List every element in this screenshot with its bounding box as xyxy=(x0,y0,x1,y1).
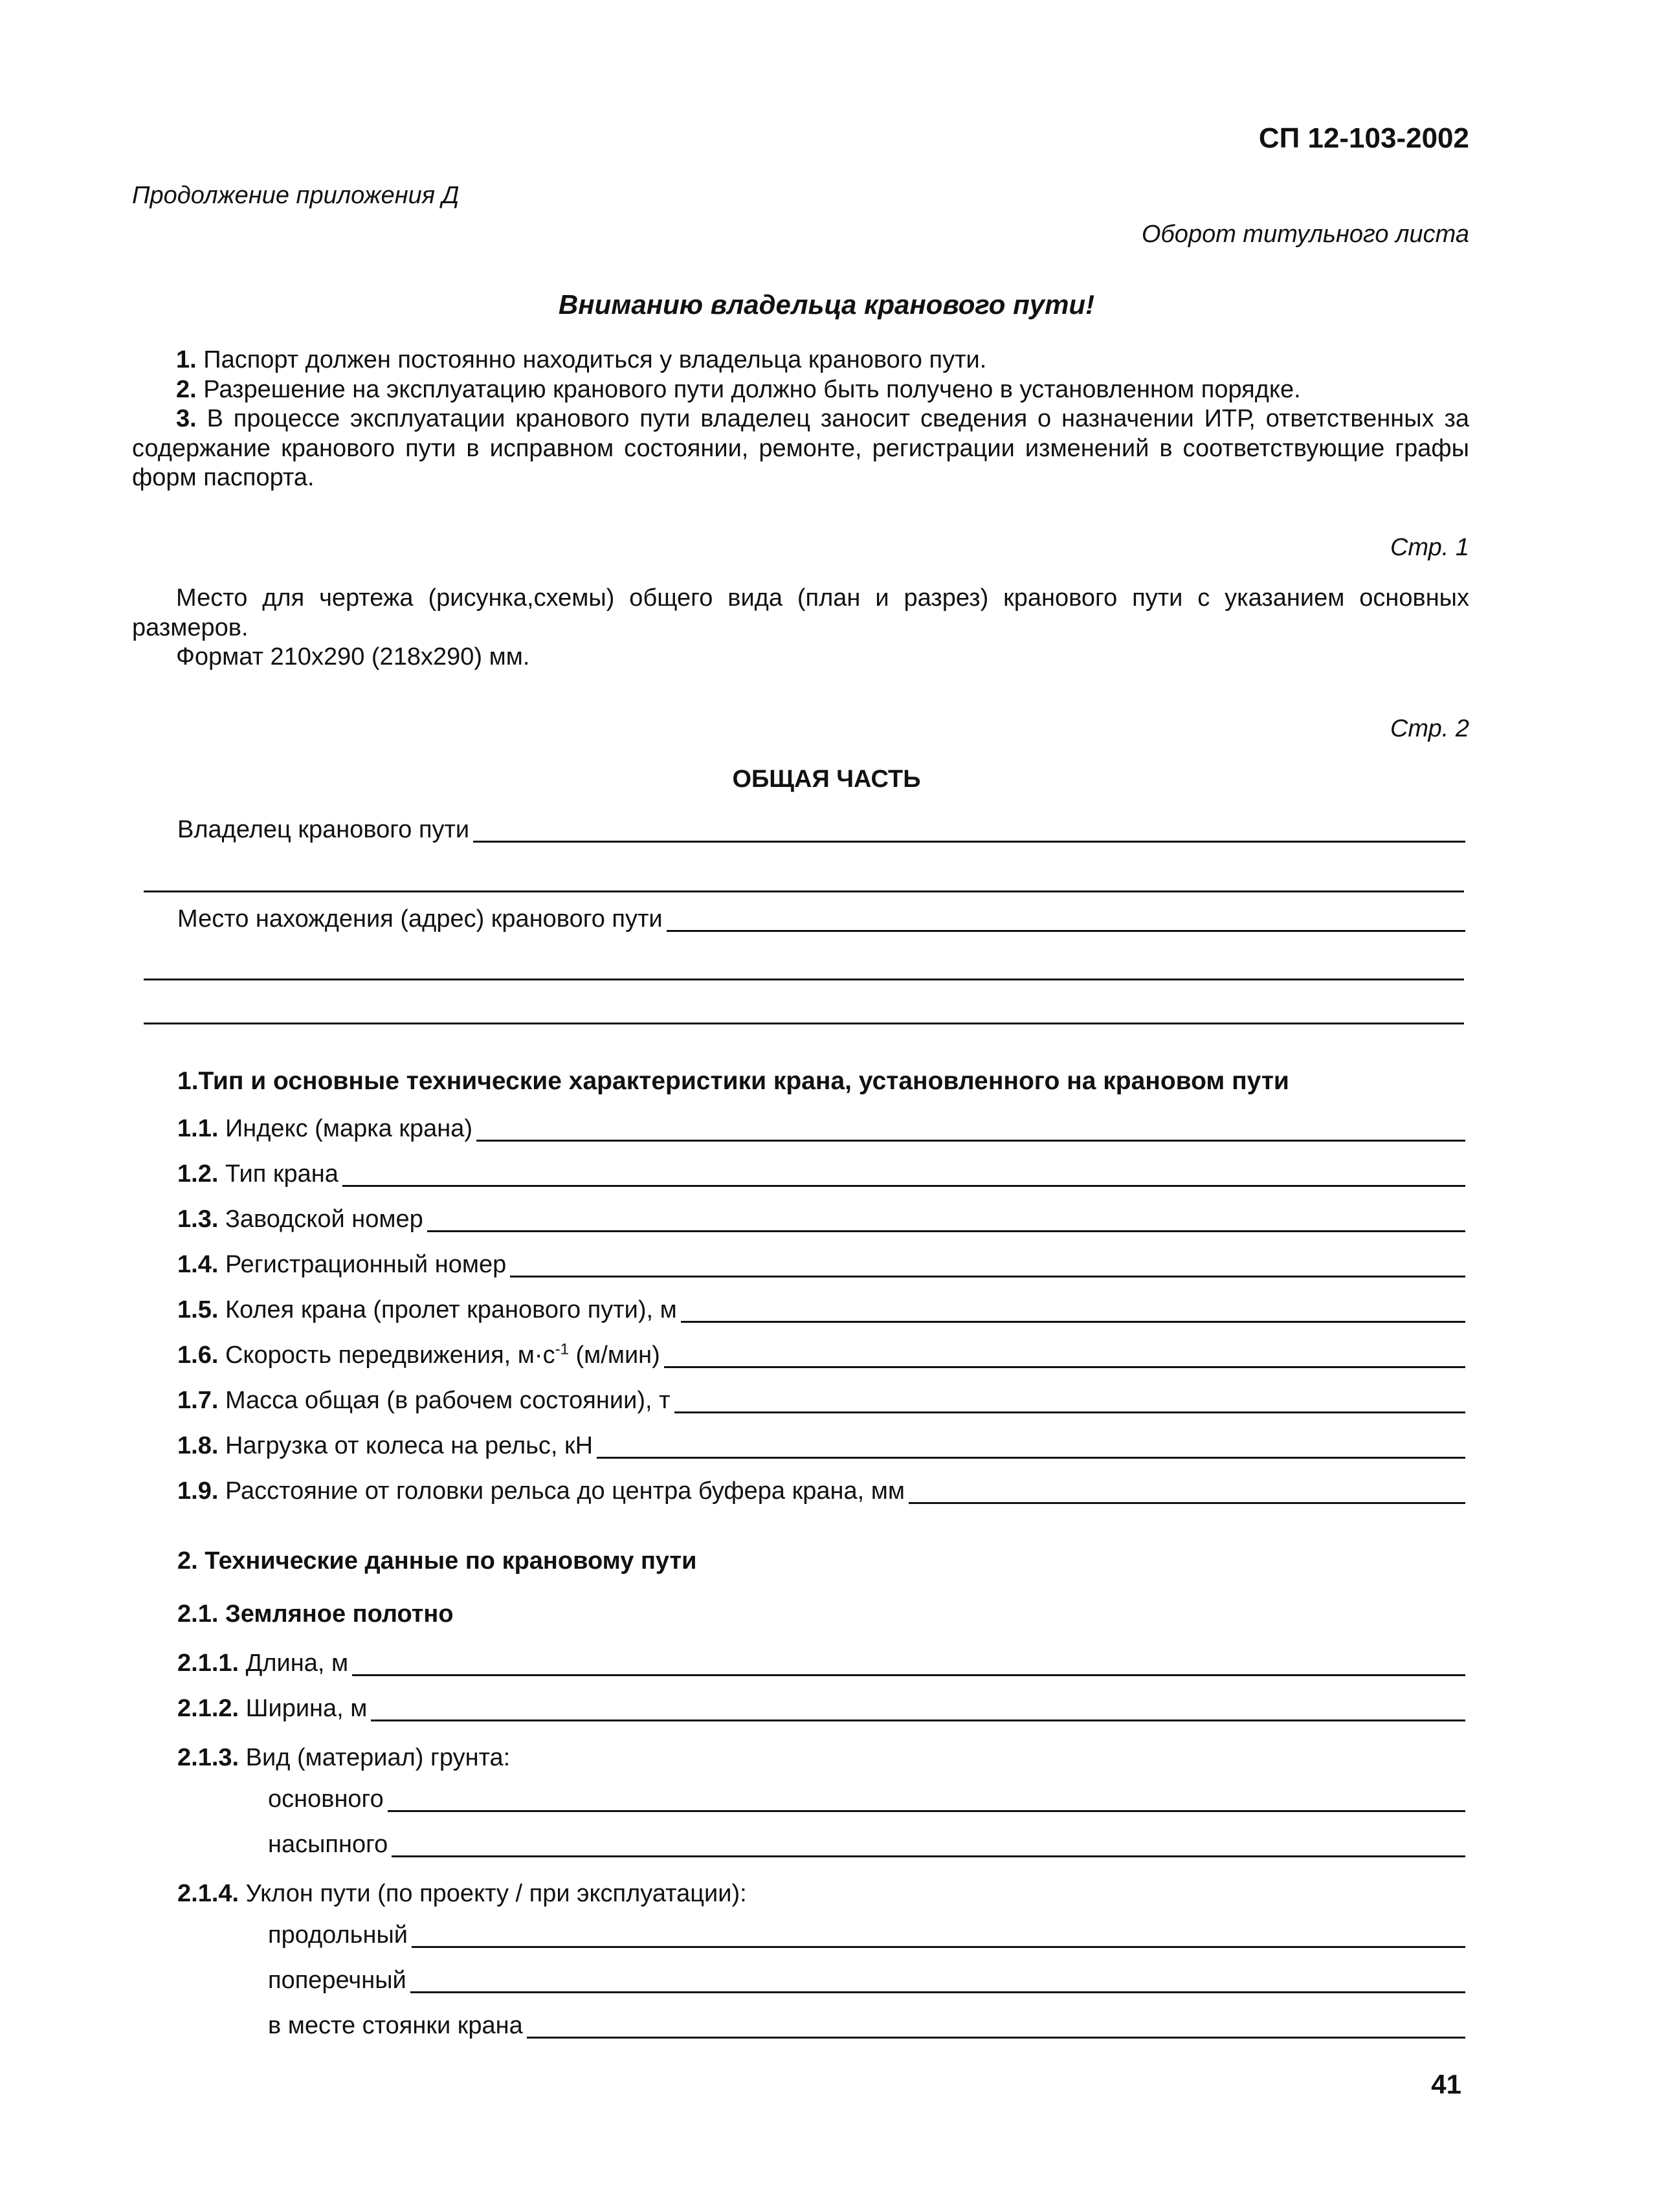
input-line[interactable] xyxy=(410,1969,1465,1993)
input-line[interactable] xyxy=(342,1163,1465,1187)
notice-item: 1. Паспорт должен постоянно находиться у владельца кранового пути. xyxy=(176,346,987,373)
field-travel-speed[interactable]: 1.6. Скорость передвижения, $м\cdot с^{-1}$ (м/мин) xyxy=(177,1338,1465,1371)
notice-item: 2. Разрешение на эксплуатацию кранового пути должно быть получено в установленном порядке. xyxy=(176,375,1301,403)
field-soil-base[interactable]: основного xyxy=(268,1782,1465,1815)
location-field[interactable]: Место нахождения (адрес) кранового пути xyxy=(177,902,1465,935)
subsection-2-1-title: 2.1. Земляное полотно xyxy=(177,1600,454,1628)
location-input-line-extra[interactable] xyxy=(144,979,1464,980)
location-input-line[interactable] xyxy=(667,908,1465,932)
field-crane-index[interactable]: 1.1. Индекс (марка крана) xyxy=(177,1112,1465,1144)
input-line[interactable] xyxy=(352,1652,1465,1676)
owner-input-line-extra[interactable] xyxy=(144,890,1464,892)
section-2-title: 2. Технические данные по крановому пути xyxy=(177,1547,697,1575)
notice-list xyxy=(132,346,1469,493)
field-wheel-load[interactable]: 1.8. Нагрузка от колеса на рельс, кН xyxy=(177,1429,1465,1461)
field-track-gauge[interactable]: 1.5. Колея крана (пролет кранового пути), м xyxy=(177,1293,1465,1325)
section-1-title: 1.Тип и основные технические характеристики крана, установленного на крановом пути xyxy=(177,1067,1289,1095)
sheet-side-label: Оборот титульного листа xyxy=(1141,221,1469,248)
field-slope-parking[interactable]: в месте стоянки крана xyxy=(268,2009,1465,2041)
appendix-continuation: Продолжение приложения Д xyxy=(132,182,460,209)
field-roadbed-width[interactable]: 2.1.2. Ширина, м xyxy=(177,1692,1465,1724)
field-total-mass[interactable]: 1.7. Масса общая (в рабочем состоянии), т xyxy=(177,1384,1465,1416)
field-crane-type[interactable]: 1.2. Тип крана xyxy=(177,1157,1465,1189)
notice-title: Вниманию владельца кранового пути! xyxy=(558,289,1095,320)
location-input-line-extra[interactable] xyxy=(144,1023,1464,1024)
field-slope-longitudinal[interactable]: продольный xyxy=(268,1918,1465,1951)
field-soil-fill[interactable]: насыпного xyxy=(268,1828,1465,1860)
input-line[interactable] xyxy=(476,1118,1465,1142)
input-line[interactable] xyxy=(392,1833,1465,1857)
field-roadbed-length[interactable]: 2.1.1. Длина, м xyxy=(177,1646,1465,1679)
input-line[interactable] xyxy=(388,1788,1465,1812)
input-line[interactable] xyxy=(664,1344,1465,1368)
general-section-title: ОБЩАЯ ЧАСТЬ xyxy=(732,766,921,793)
input-line[interactable] xyxy=(674,1389,1466,1413)
field-registration-number[interactable]: 1.4. Регистрационный номер xyxy=(177,1248,1465,1280)
page-2-label: Стр. 2 xyxy=(1390,715,1469,742)
field-buffer-height[interactable]: 1.9. Расстояние от головки рельса до центра буфера крана, мм xyxy=(177,1474,1465,1507)
owner-field[interactable]: Владелец кранового пути xyxy=(177,813,1465,845)
input-line[interactable] xyxy=(909,1480,1465,1504)
drawing-placeholder: Место для чертежа (рисунка,схемы) общего вида (план и разрез) кранового пути с указанием основных размеров. Формат 210х290 (218х290) мм. xyxy=(132,584,1469,671)
input-line[interactable] xyxy=(681,1299,1465,1323)
input-line[interactable] xyxy=(527,2015,1465,2039)
document-code: СП 12-103-2002 xyxy=(1258,122,1469,154)
track-slope-label: 2.1.4. Уклон пути (по проекту / при эксплуатации): xyxy=(177,1880,747,1907)
soil-type-label: 2.1.3. Вид (материал) грунта: xyxy=(177,1744,511,1771)
field-serial-number[interactable]: 1.3. Заводской номер xyxy=(177,1202,1465,1235)
input-line[interactable] xyxy=(510,1254,1465,1277)
input-line[interactable] xyxy=(371,1698,1465,1721)
page-1-label: Стр. 1 xyxy=(1390,534,1469,561)
input-line[interactable] xyxy=(427,1208,1465,1232)
owner-input-line[interactable] xyxy=(473,819,1465,843)
field-slope-transverse[interactable]: поперечный xyxy=(268,1963,1465,1996)
input-line[interactable] xyxy=(412,1924,1465,1948)
page-number: 41 xyxy=(1431,2069,1461,2099)
input-line[interactable] xyxy=(597,1435,1465,1459)
notice-item: 3. В процессе эксплуатации кранового пути владелец заносит сведения о назначении ИТР, ответственных за содержание кранового пути в исправном состоянии, ремонте, регистрации изменений в соответствующие графы форм паспорта. xyxy=(132,405,1469,492)
